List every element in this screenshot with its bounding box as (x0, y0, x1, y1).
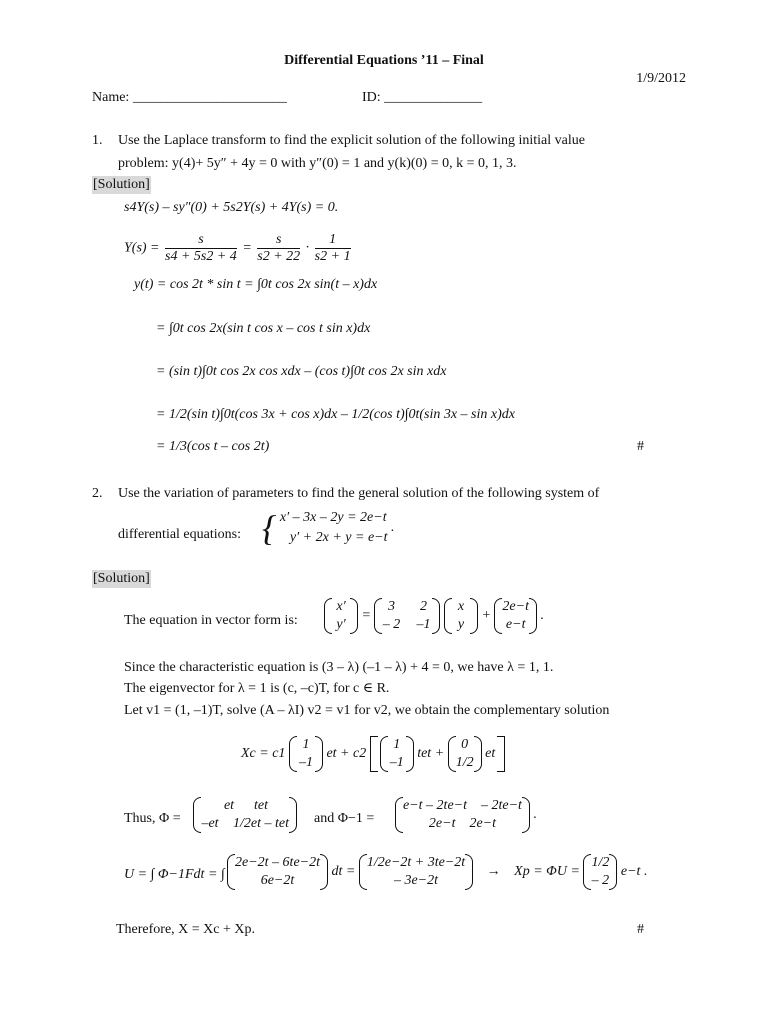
step-2-fraction-1: $\frac{s}{s4 + 5s2 + 4}$ (165, 232, 237, 264)
eigenvector-line: The eigenvector for λ = 1 is (c, –c)T, for c ∈ R. (124, 681, 390, 696)
question-1-step-2 (124, 232, 353, 265)
step-2-fraction-3: $\frac{1}{s2 + 1}$ (314, 232, 351, 264)
step-2-fraction-2: $\frac{s}{s2 + 22}$ (257, 232, 301, 264)
question-1-step-7: = 1/3(cos t – cos 2t) (156, 439, 270, 454)
u-equation-label: U = ∫ Φ−1Fdt = ∫ (124, 867, 225, 882)
system-brace: { (262, 508, 277, 548)
fundamental-matrix-label: Thus, Φ = (124, 811, 181, 826)
inverse-matrix: e−t – 2te−t – 2te−t 2e−t 2e−t . (395, 797, 537, 833)
question-1-line-1: Use the Laplace transform to find the explicit solution of the following initial value (118, 133, 585, 148)
fundamental-matrix: et tet –et 1/2et – tet (193, 797, 297, 833)
step-2-left: Y(s) = (124, 240, 160, 256)
complementary-solution-line: Let v1 = (1, –1)T, solve (A – λI) v2 = v1 for v2, we obtain the complementary solution (124, 703, 610, 718)
characteristic-equation-line: Since the characteristic equation is (3 – λ) (–1 – λ) + 4 = 0, we have λ = 1, 1. (124, 660, 554, 675)
complementary-solution (241, 736, 505, 772)
forcing-vector: 2e−t e−t (494, 598, 537, 634)
document-title: Differential Equations ’11 – Final (284, 53, 484, 68)
name-field-label: Name: ______________________ (92, 90, 287, 105)
coefficient-matrix: 3 2 – 2 –1 (374, 598, 440, 634)
question-2-system (262, 508, 395, 548)
xc-term-2: et (485, 746, 496, 762)
question-2-end-mark: # (637, 922, 644, 937)
u-equation: 2e−2t – 6te−2t 6e−2t dt = 1/2e−2t + 3te−2t – 3e−2t → Xp = ΦU = 1/2 – 2 e−t . (227, 854, 647, 890)
generalized-vector: 0 1/2 (448, 736, 482, 772)
system-equation-1: x′ – 3x – 2y = 2e−t (279, 510, 387, 525)
vector-form-label: The equation in vector form is: (124, 613, 298, 628)
final-solution-line: Therefore, X = Xc + Xp. (116, 922, 256, 937)
system-equation-2: y′ + 2x + y = e−t (289, 530, 388, 545)
xc-label: Xc = c1 (241, 746, 286, 762)
step-2-dot: · (305, 240, 310, 256)
vector-form-equation: x′ y′ = 3 2 – 2 –1 x y + 2e−t e−t . (324, 598, 544, 634)
question-1-step-1: s4Y(s) – sy″(0) + 5s2Y(s) + 4Y(s) = 0. (124, 200, 339, 215)
question-1-end-mark: # (637, 439, 644, 454)
question-1-step-3: y(t) = cos 2t * sin t = ∫0t cos 2x sin(t – x)dx (134, 277, 378, 292)
xc-term-1: et + c2 (326, 746, 367, 762)
question-1-step-4: = ∫0t cos 2x(sin t cos x – cos t sin x)dx (156, 321, 371, 336)
question-1-solution-label: [Solution] (93, 177, 150, 192)
particular-solution-end: e−t . (620, 864, 648, 880)
inverse-matrix-label: and Φ−1 = (314, 811, 375, 826)
document-date: 1/9/2012 (636, 71, 686, 86)
question-1-step-5: = (sin t)∫0t cos 2x cos xdx – (cos t)∫0t cos 2x sin xdx (156, 364, 447, 379)
id-field-label: ID: ______________ (362, 90, 483, 105)
step-2-equals: = (242, 240, 252, 256)
eigenvector-2: 1 –1 (380, 736, 414, 772)
state-vector: x y (444, 598, 478, 634)
question-2-line-1: Use the variation of parameters to find the general solution of the following system of (118, 486, 600, 501)
question-2-number: 2. (92, 486, 103, 501)
xc-second-term (370, 736, 506, 772)
question-2-line-2: differential equations: (118, 527, 241, 542)
question-1-line-2: problem: y(4)+ 5y″ + 4y = 0 with y″(0) = 1 and y(k)(0) = 0, k = 0, 1, 3. (118, 156, 517, 171)
derivative-vector: x′ y′ (324, 598, 358, 634)
implies-arrow: → (486, 864, 501, 880)
u-middle: dt = (331, 864, 356, 880)
question-2-solution-label: [Solution] (93, 571, 150, 586)
question-1-step-6: = 1/2(sin t)∫0t(cos 3x + cos x)dx – 1/2(cos t)∫0t(sin 3x – sin x)dx (156, 407, 515, 422)
eigenvector-1: 1 –1 (289, 736, 323, 772)
particular-solution-label: Xp = ΦU = (514, 864, 580, 880)
question-1-number: 1. (92, 133, 103, 148)
xc-tet: tet + (417, 746, 445, 762)
system-period: . (391, 520, 395, 536)
